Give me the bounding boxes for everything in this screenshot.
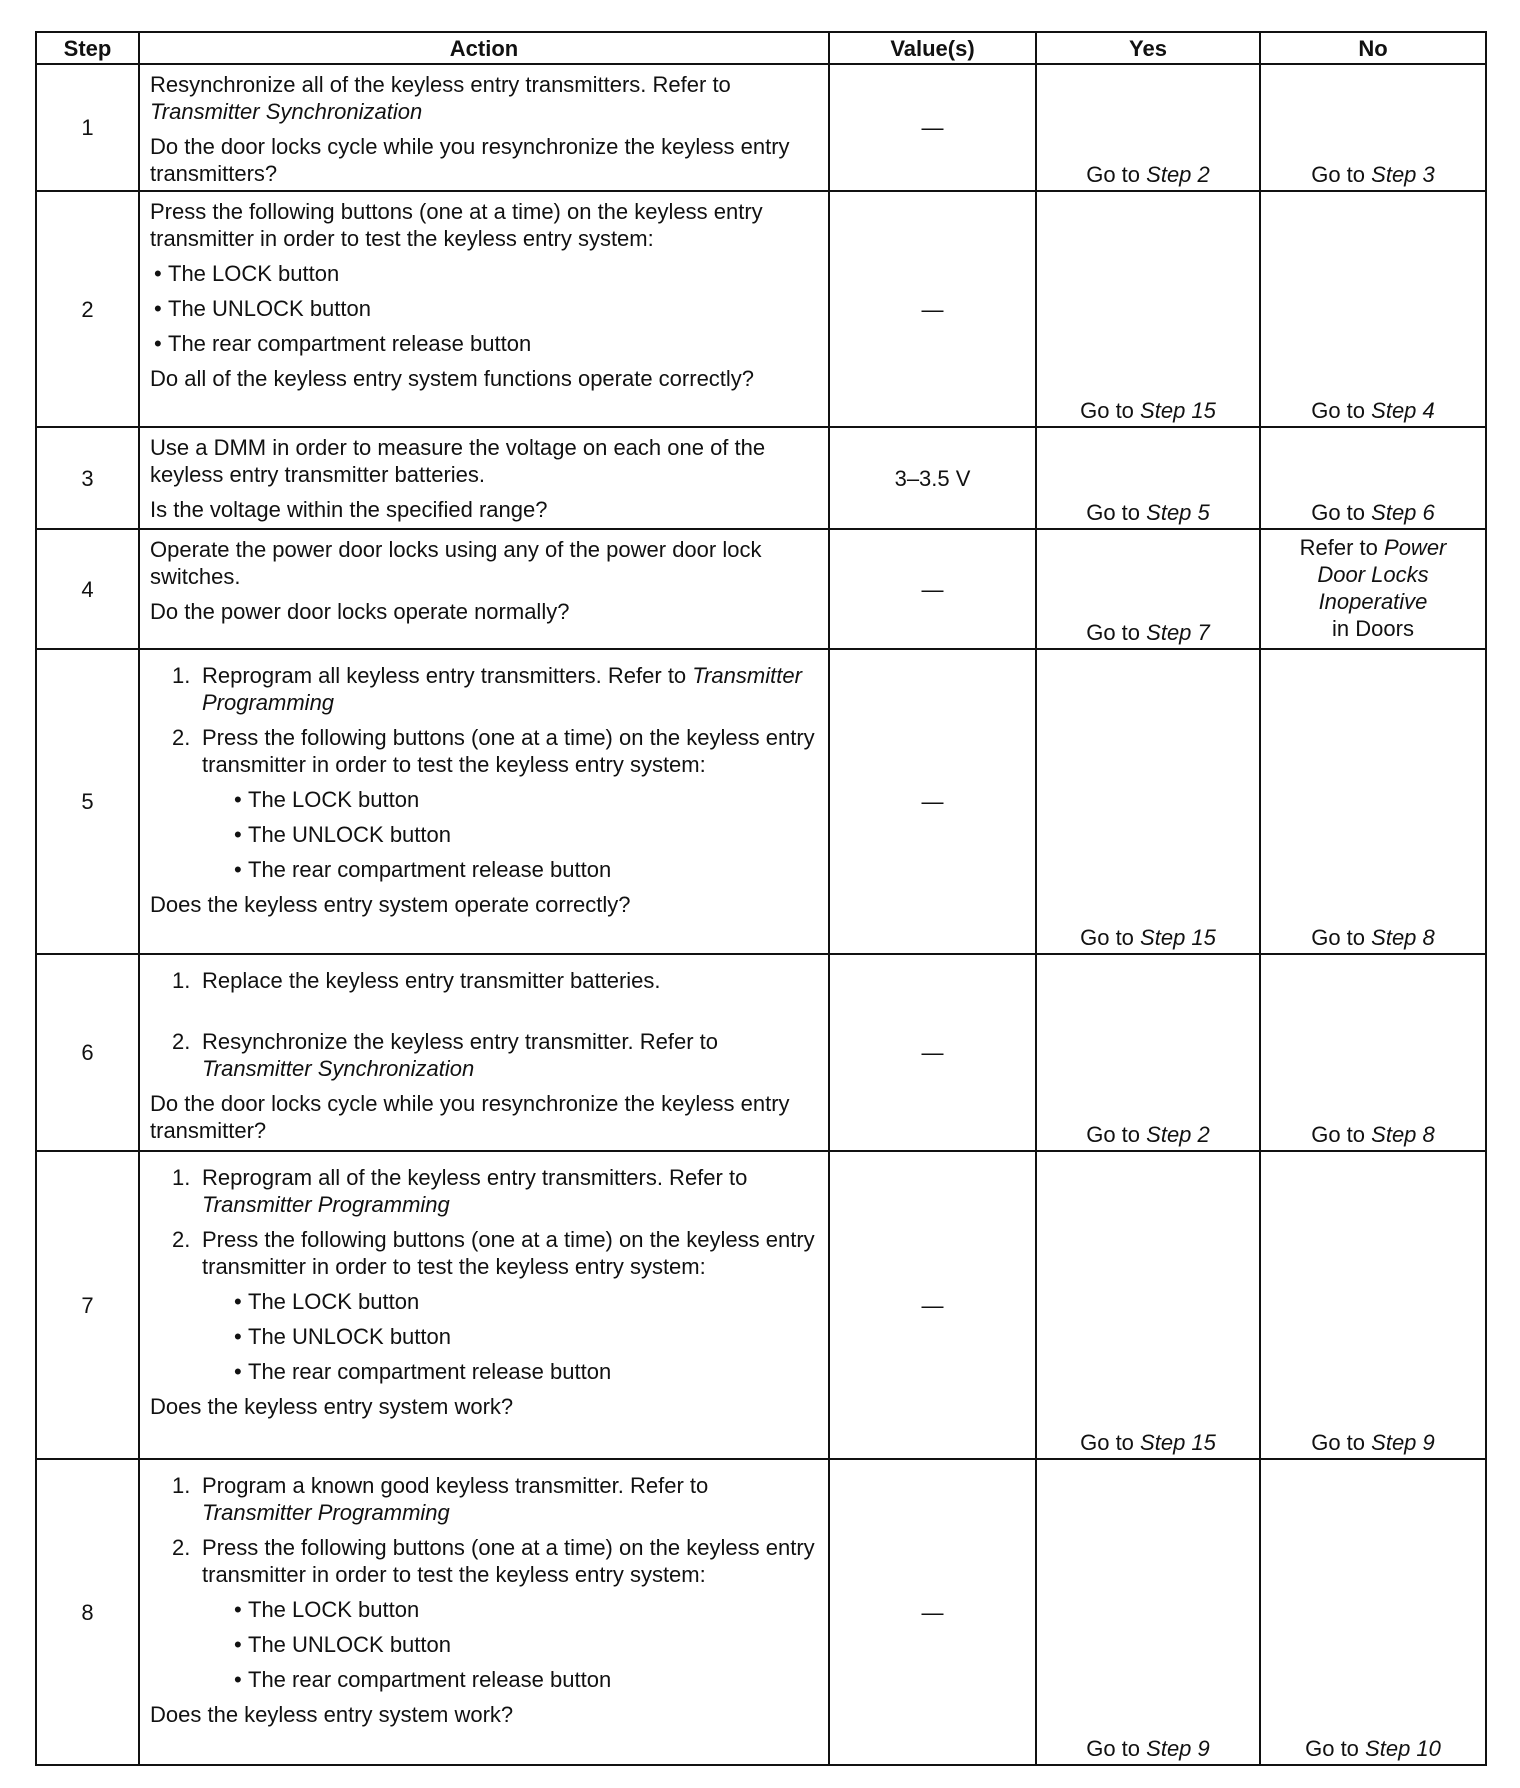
table-row [36, 954, 1486, 1151]
action-text: Press the following buttons (one at a time) on the keyless entry transmitter in order to test the keyless entry system: [202, 725, 815, 777]
action-text: Press the following buttons (one at a time) on the keyless entry transmitter in order to test the keyless entry system: [202, 1227, 815, 1279]
question-text: Is the voltage within the specified range? [150, 497, 548, 522]
question-text: Do all of the keyless entry system functions operate correctly? [150, 366, 755, 391]
table-row [36, 64, 1486, 191]
go-to-label: Go to [1080, 925, 1134, 950]
reference-link[interactable]: Transmitter Synchronization [150, 99, 423, 124]
go-to-label: Go to [1311, 925, 1366, 950]
go-to-label: Go to [1080, 1430, 1134, 1455]
bullet-item: • The rear compartment release button [230, 856, 818, 883]
header-row [36, 32, 1486, 64]
action-text: Operate the power door locks using any of the power door lock switches. [150, 537, 762, 589]
bullet-item: • The UNLOCK button [230, 821, 818, 848]
table-row [36, 427, 1486, 529]
header-values: Value(s) [829, 32, 1036, 64]
table-row [36, 191, 1486, 427]
action-text: Press the following buttons (one at a time) on the keyless entry transmitter in order to test the keyless entry system: [150, 199, 763, 251]
value-cell: — [829, 649, 1036, 954]
yes-cell [1036, 1459, 1260, 1765]
question-text: Do the door locks cycle while you resynchronize the keyless entry transmitter? [150, 1091, 790, 1143]
no-cell [1260, 649, 1486, 954]
bullet-item: • The LOCK button [230, 786, 818, 813]
yes-step-link[interactable]: Step 9 [1146, 1736, 1210, 1761]
no-reference-link[interactable]: Inoperative [1318, 589, 1428, 614]
bullet-item: • The rear compartment release button [150, 330, 818, 357]
header-no: No [1260, 32, 1486, 64]
table-row [36, 1459, 1486, 1765]
action-text: Resynchronize the keyless entry transmitter. Refer to [202, 1029, 718, 1054]
action-text: Replace the keyless entry transmitter batteries. [202, 968, 661, 993]
value-cell: — [829, 64, 1036, 191]
yes-step-link[interactable]: Step 15 [1140, 398, 1216, 423]
reference-link[interactable]: Transmitter Synchronization [202, 1056, 475, 1081]
action-text: Program a known good keyless transmitter. Refer to [202, 1473, 709, 1498]
go-to-label: Go to [1086, 620, 1141, 645]
go-to-label: Go to [1305, 1736, 1359, 1761]
value-cell: 3–3.5 V [829, 427, 1036, 529]
question-text: Does the keyless entry system work? [150, 1394, 514, 1419]
step-number: 8 [36, 1459, 139, 1765]
action-cell [139, 64, 829, 191]
step-number: 4 [36, 529, 139, 649]
yes-cell [1036, 529, 1260, 649]
go-to-label: Go to [1311, 398, 1366, 423]
table-row [36, 649, 1486, 954]
go-to-label: Go to [1311, 1430, 1366, 1455]
no-cell [1260, 954, 1486, 1151]
value-cell: — [829, 1459, 1036, 1765]
yes-cell [1036, 427, 1260, 529]
action-cell [139, 529, 829, 649]
go-to-label: Go to [1311, 500, 1366, 525]
bullet-item: • The LOCK button [150, 260, 818, 287]
value-cell: — [829, 954, 1036, 1151]
step-number: 6 [36, 954, 139, 1151]
yes-step-link[interactable]: Step 2 [1146, 1122, 1210, 1147]
no-step-link[interactable]: Step 4 [1371, 398, 1435, 423]
no-step-link[interactable]: Step 8 [1371, 925, 1435, 950]
reference-link[interactable]: Transmitter Programming [202, 663, 802, 715]
no-step-link[interactable]: Step 8 [1371, 1122, 1435, 1147]
yes-cell [1036, 1151, 1260, 1459]
question-text: Does the keyless entry system operate correctly? [150, 892, 631, 917]
no-reference-suffix: in Doors [1332, 616, 1414, 641]
go-to-label: Go to [1311, 1122, 1366, 1147]
action-text: Press the following buttons (one at a time) on the keyless entry transmitter in order to test the keyless entry system: [202, 1535, 815, 1587]
bullet-item: • The UNLOCK button [230, 1631, 818, 1658]
reference-link[interactable]: Transmitter Programming [202, 1192, 450, 1217]
bullet-item: • The rear compartment release button [230, 1358, 818, 1385]
no-step-link[interactable]: Step 10 [1365, 1736, 1441, 1761]
yes-cell [1036, 954, 1260, 1151]
no-cell [1260, 1459, 1486, 1765]
yes-step-link[interactable]: Step 5 [1146, 500, 1210, 525]
question-text: Does the keyless entry system work? [150, 1702, 514, 1727]
no-cell [1260, 1151, 1486, 1459]
value-cell: — [829, 1151, 1036, 1459]
no-cell [1260, 427, 1486, 529]
action-cell: 1. Reprogram all of the keyless entry transmitters. Refer to Transmitter Programming 2. Press the following buttons (one at a time) on the keyless entry transmitter in order to test the keyless entry system: • The LOCK button • The UNLOCK button • The rear compartment release button Does the keyless entry system work? [139, 1151, 829, 1459]
bullet-item: • The LOCK button [230, 1288, 818, 1315]
question-text: Do the door locks cycle while you resynchronize the keyless entry transmitters? [150, 134, 790, 186]
yes-step-link[interactable]: Step 15 [1140, 925, 1216, 950]
go-to-label: Go to [1086, 1736, 1141, 1761]
no-cell [1260, 191, 1486, 427]
yes-cell [1036, 64, 1260, 191]
yes-cell [1036, 649, 1260, 954]
step-number: 7 [36, 1151, 139, 1459]
go-to-label: Go to [1086, 500, 1141, 525]
reference-link[interactable]: Transmitter Programming [202, 1500, 450, 1525]
action-text: Use a DMM in order to measure the voltage on each one of the keyless entry transmitter batteries. [150, 435, 766, 487]
action-cell [139, 427, 829, 529]
action-cell: 1. Reprogram all keyless entry transmitters. Refer to Transmitter Programming 2. Press the following buttons (one at a time) on the keyless entry transmitter in order to test the keyless entry system: • The LOCK button • The UNLOCK button • The rear compartment release button Does the keyless entry system operate correctly? [139, 649, 829, 954]
header-step: Step [36, 32, 139, 64]
go-to-label: Go to [1080, 398, 1134, 423]
bullet-item: • The UNLOCK button [150, 295, 818, 322]
header-yes: Yes [1036, 32, 1260, 64]
no-reference-link[interactable]: Door Locks [1317, 562, 1429, 587]
step-number: 3 [36, 427, 139, 529]
go-to-label: Go to [1086, 1122, 1141, 1147]
no-step-link[interactable]: Step 3 [1371, 162, 1435, 187]
no-cell [1260, 529, 1486, 649]
bullet-item: • The UNLOCK button [230, 1323, 818, 1350]
yes-step-link[interactable]: Step 15 [1140, 1430, 1216, 1455]
table-row [36, 1151, 1486, 1459]
action-cell [139, 191, 829, 427]
no-step-link[interactable]: Step 6 [1371, 500, 1435, 525]
no-step-link[interactable]: Step 9 [1371, 1430, 1435, 1455]
bullet-item: • The LOCK button [230, 1596, 818, 1623]
action-cell: 1. Program a known good keyless transmitter. Refer to Transmitter Programming 2. Press the following buttons (one at a time) on the keyless entry transmitter in order to test the keyless entry system: • The LOCK button • The UNLOCK button • The rear compartment release button Does the keyless entry system work? [139, 1459, 829, 1765]
step-number: 1 [36, 64, 139, 191]
value-cell: — [829, 191, 1036, 427]
action-text: Reprogram all of the keyless entry transmitters. Refer to [202, 1165, 748, 1190]
bullet-item: • The rear compartment release button [230, 1666, 818, 1693]
yes-step-link[interactable]: Step 2 [1146, 162, 1210, 187]
no-reference-link[interactable]: Power [1384, 535, 1447, 560]
question-text: Do the power door locks operate normally? [150, 599, 570, 624]
value-cell: — [829, 529, 1036, 649]
no-cell [1260, 64, 1486, 191]
table-row [36, 529, 1486, 649]
go-to-label: Go to [1086, 162, 1141, 187]
refer-to-label: Refer to [1299, 535, 1378, 560]
action-cell: 1. Replace the keyless entry transmitter batteries. 2. Resynchronize the keyless entry transmitter. Refer to Transmitter Synchronization Do the door locks cycle while you resynchronize the keyless entry transmitter? [139, 954, 829, 1151]
action-text: Resynchronize all of the keyless entry transmitters. Refer to [150, 72, 731, 97]
yes-step-link[interactable]: Step 7 [1146, 620, 1210, 645]
step-number: 2 [36, 191, 139, 427]
yes-cell [1036, 191, 1260, 427]
step-number: 5 [36, 649, 139, 954]
go-to-label: Go to [1311, 162, 1366, 187]
header-action: Action [139, 32, 829, 64]
action-text: Reprogram all keyless entry transmitters. Refer to [202, 663, 687, 688]
diagnostic-table [35, 31, 1487, 1766]
